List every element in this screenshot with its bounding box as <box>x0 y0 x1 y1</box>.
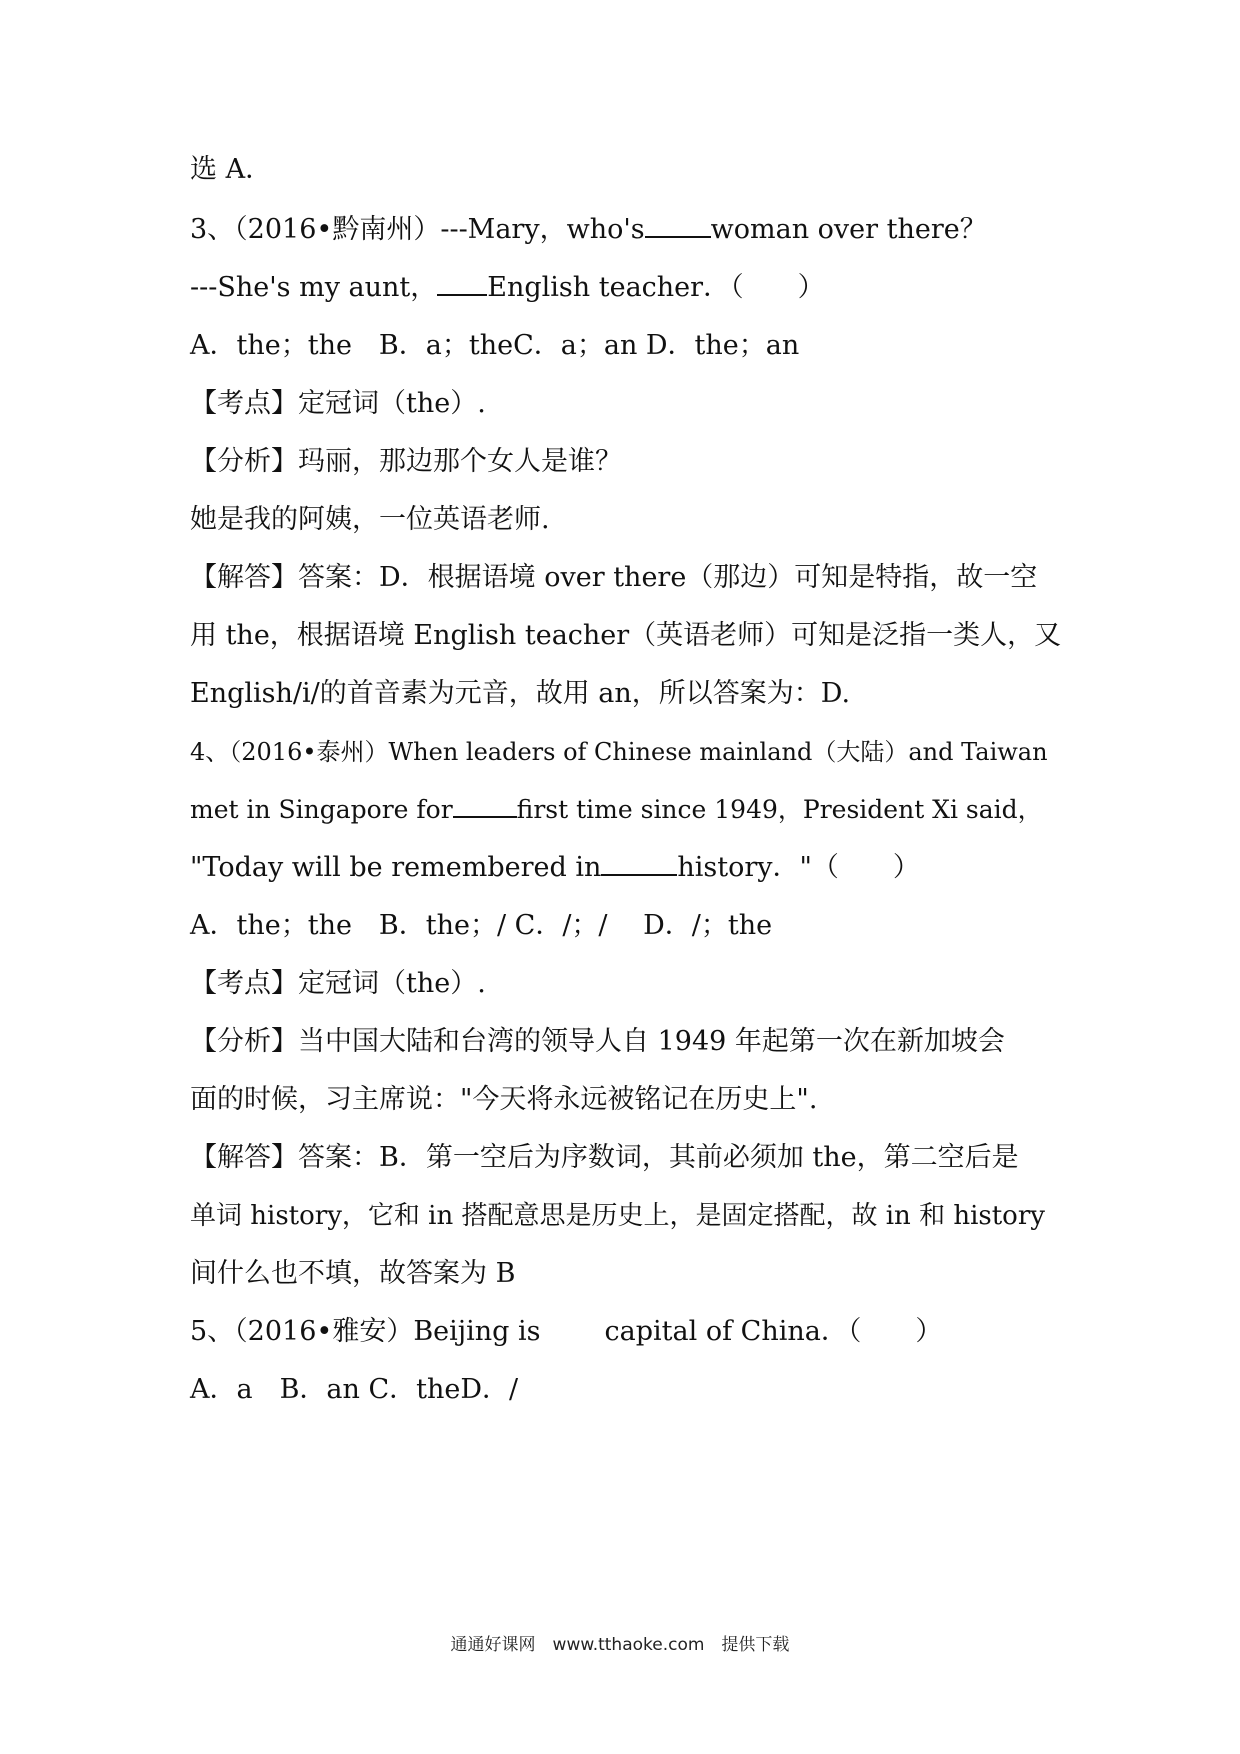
question-4-jieda-2: 单词 history，它和 in 搭配意思是历史上，是固定搭配，故 in 和 history <box>190 1201 1045 1231</box>
question-4-jieda-3: 间什么也不填，故答案为 B <box>190 1258 516 1289</box>
fill-in-blank <box>645 212 711 238</box>
question-3-jieda-3: English/i/的首音素为元音，故用 an，所以答案为：D. <box>190 678 851 709</box>
question-3-jieda-2: 用 the，根据语境 English teacher（英语老师）可知是泛指一类人，又 <box>190 620 1062 651</box>
fill-in-blank <box>453 792 517 818</box>
question-4-text: met in Singapore for <box>190 795 453 824</box>
question-3-kaodian: 【考点】定冠词（the）. <box>190 388 486 419</box>
question-3-fenxi-2: 她是我的阿姨，一位英语老师. <box>190 504 550 535</box>
question-4-line-3 <box>190 848 1070 888</box>
question-5-text: capital of China．（ ） <box>604 1316 943 1347</box>
question-5-line-1 <box>190 1312 1070 1352</box>
question-3-text: ---She's my aunt， <box>190 272 438 303</box>
question-3-text: woman over there？ <box>710 214 987 245</box>
question-4-line-1: 4、（2016•泰州）When leaders of Chinese mainland（大陆）and Taiwan <box>190 738 1048 766</box>
fill-in-gap <box>541 1316 605 1340</box>
question-5-text: 5、（2016•雅安）Beijing is <box>190 1316 541 1347</box>
question-4-line-2 <box>190 790 1070 830</box>
question-3-fenxi: 【分析】玛丽，那边那个女人是谁？ <box>190 446 622 477</box>
question-3-jieda-1: 【解答】答案：D．根据语境 over there（那边）可知是特指，故一空 <box>190 562 1038 593</box>
question-4-text: first time since 1949，President Xi said， <box>516 795 1043 824</box>
question-3-text: English teacher．（ ） <box>487 272 825 303</box>
question-3-options: A．the；the B．a；theC．a；an D．the；an <box>190 330 800 361</box>
question-4-kaodian: 【考点】定冠词（the）. <box>190 968 486 999</box>
text-line <box>190 150 1070 190</box>
question-4-options: A．the；the B．the；/ C．/；/ D．/；the <box>190 910 773 941</box>
page-footer: 通通好课网 www.tthaoke.com 提供下载 <box>450 1635 790 1655</box>
fill-in-blank <box>437 270 487 296</box>
answer-fragment: 选 A． <box>190 154 273 185</box>
question-3-text: 3、（2016•黔南州）---Mary，who's <box>190 214 645 245</box>
question-5-options: A．a B．an C．theD．/ <box>190 1374 519 1405</box>
question-4-text: "Today will be remembered in <box>190 852 602 883</box>
question-3-line-2 <box>190 268 1070 308</box>
question-4-fenxi-2: 面的时候，习主席说："今天将永远被铭记在历史上". <box>190 1084 818 1115</box>
question-4-text: history．"（ ） <box>677 852 920 883</box>
fill-in-blank <box>601 850 677 876</box>
question-4-fenxi-1: 【分析】当中国大陆和台湾的领导人自 1949 年起第一次在新加坡会 <box>190 1026 1005 1057</box>
question-3-line-1 <box>190 210 1070 250</box>
question-4-jieda-1: 【解答】答案：B．第一空后为序数词，其前必须加 the，第二空后是 <box>190 1142 1019 1173</box>
